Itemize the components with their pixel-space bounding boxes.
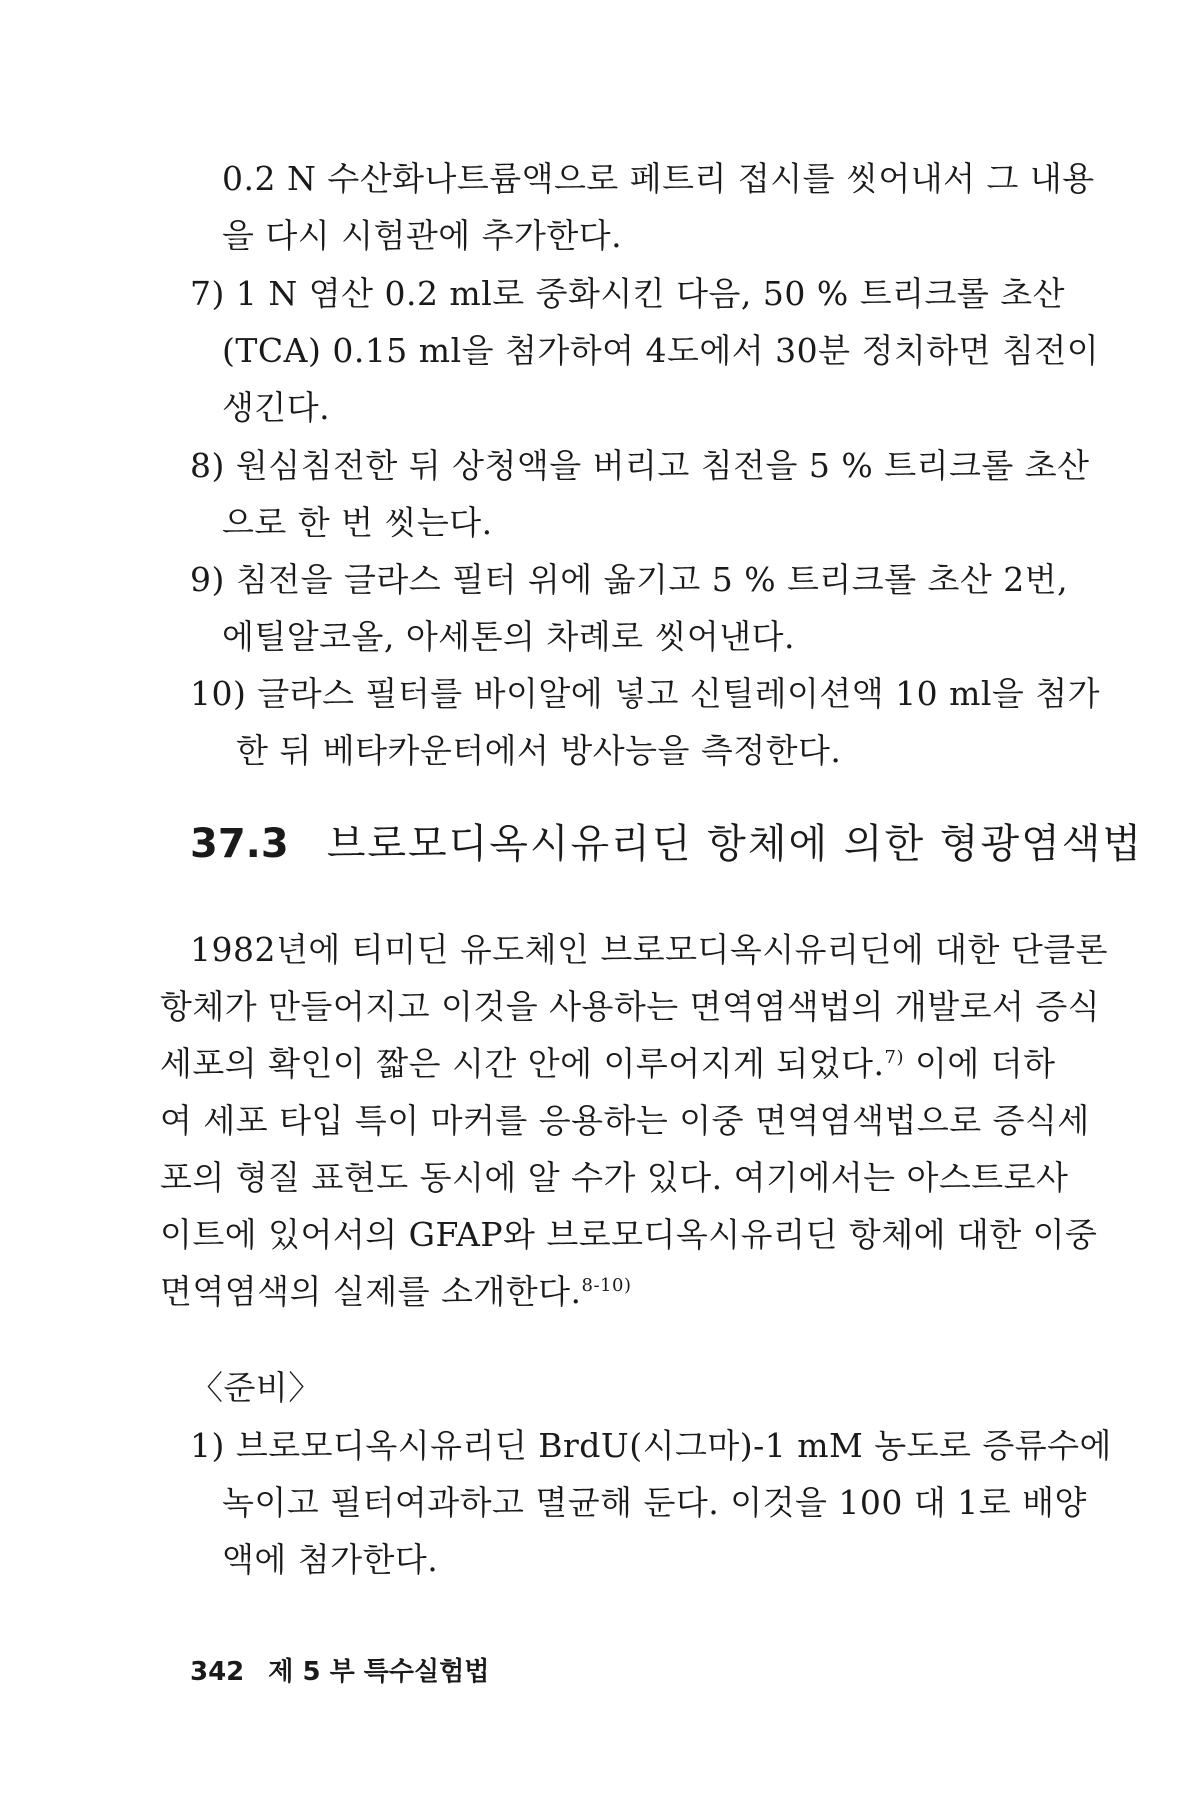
intro-line-7-text: 면역염색의 실제를 소개한다. bbox=[160, 1272, 582, 1311]
step-7-line-3: 생긴다. bbox=[222, 388, 331, 427]
prep-step-1-line-2: 녹이고 필터여과하고 멸균해 둔다. 이것을 100 대 1로 배양 bbox=[222, 1483, 1087, 1522]
intro-line-3-tail: 이에 더하 bbox=[903, 1044, 1056, 1083]
intro-line-3-text: 세포의 확인이 짧은 시간 안에 이루어지게 되었다. bbox=[160, 1044, 885, 1083]
section-title: 브로모디옥시유리딘 항체에 의한 형광염색법 bbox=[326, 821, 1144, 867]
page-number: 342 bbox=[190, 1657, 245, 1687]
step-7-line-2: (TCA) 0.15 ml을 첨가하여 4도에서 30분 정치하면 침전이 bbox=[222, 331, 1100, 370]
step-9-line-1: 9) 침전을 글라스 필터 위에 옮기고 5 % 트리크롤 초산 2번, bbox=[190, 560, 1069, 599]
intro-line-3 bbox=[160, 1036, 1055, 1092]
intro-line-1: 1982년에 티미딘 유도체인 브로모디옥시유리딘에 대한 단클론 bbox=[190, 930, 1109, 969]
step-8-line-2: 으로 한 번 씻는다. bbox=[222, 503, 493, 542]
step-10-line-2: 한 뒤 베타카운터에서 방사능을 측정한다. bbox=[236, 731, 842, 770]
reference-superscript-7: 7) bbox=[884, 1047, 904, 1068]
reference-superscript-8-10: 8-10) bbox=[581, 1275, 632, 1296]
continuation-line-1: 0.2 N 수산화나트륨액으로 페트리 접시를 씻어내서 그 내용 bbox=[222, 159, 1095, 198]
intro-line-6: 이트에 있어서의 GFAP와 브로모디옥시유리딘 항체에 대한 이중 bbox=[160, 1215, 1098, 1254]
intro-line-5: 포의 형질 표현도 동시에 알 수가 있다. 여기에서는 아스트로사 bbox=[160, 1158, 1069, 1197]
prep-heading: 〈준비〉 bbox=[190, 1368, 322, 1407]
prep-step-1-line-3: 액에 첨가한다. bbox=[222, 1540, 439, 1579]
intro-line-4: 여 세포 타입 특이 마커를 응용하는 이중 면역염색법으로 증식세 bbox=[160, 1101, 1090, 1140]
step-10-line-1: 10) 글라스 필터를 바이알에 넣고 신틸레이션액 10 ml을 첨가 bbox=[190, 674, 1101, 713]
part-label: 제 5 부 특수실험법 bbox=[268, 1657, 490, 1687]
intro-line-7 bbox=[160, 1264, 631, 1320]
step-9-line-2: 에틸알코올, 아세톤의 차례로 씻어낸다. bbox=[222, 617, 795, 656]
step-8-line-1: 8) 원심침전한 뒤 상청액을 버리고 침전을 5 % 트리크롤 초산 bbox=[190, 446, 1090, 485]
intro-line-2: 항체가 만들어지고 이것을 사용하는 면역염색법의 개발로서 증식 bbox=[160, 987, 1101, 1026]
page-footer bbox=[190, 1652, 489, 1692]
step-7-line-1: 7) 1 N 염산 0.2 ml로 중화시킨 다음, 50 % 트리크롤 초산 bbox=[190, 274, 1065, 313]
section-number: 37.3 bbox=[190, 821, 289, 867]
continuation-line-2: 을 다시 시험관에 추가한다. bbox=[222, 216, 623, 255]
section-heading bbox=[190, 812, 1143, 876]
prep-step-1-line-1: 1) 브로모디옥시유리딘 BrdU(시그마)-1 mM 농도로 증류수에 bbox=[190, 1426, 1112, 1465]
